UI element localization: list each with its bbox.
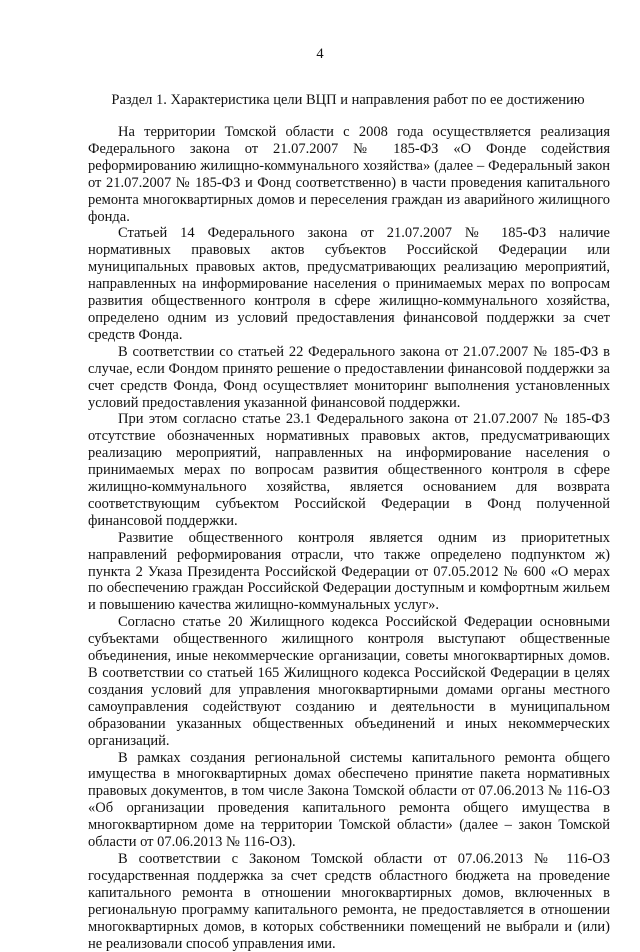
paragraph: При этом согласно статье 23.1 Федерального закона от 21.07.2007 № 185-ФЗ отсутствие обозначенных нормативных правовых актов, предусматривающих реализацию мероприятий, направленных на информирование населения о принимаемых мерах по вопросам развития общественного контроля в сфере жилищно-коммунального хозяйства, является основанием для возврата соответствующим субъектом Российской Федерации в Фонд полученной финансовой поддержки. <box>88 411 610 529</box>
paragraph: Развитие общественного контроля является одним из приоритетных направлений реформирования отрасли, что также определено подпунктом ж) пункта 2 Указа Президента Российской Федерации от 07.05.2012 № 600 «О мерах по обеспечению граждан Российской Федерации доступным и комфортным жильем и повышению качества жилищно-коммунальных услуг». <box>88 529 610 614</box>
paragraph: В соответствии с Законом Томской области от 07.06.2013 № 116-ОЗ государственная поддержка за счет средств областного бюджета на проведение капитального ремонта в отношении многоквартирных домов, включенных в региональную программу капитального ремонта, не предоставляется в отношении многоквартирных домов, в которых собственники помещений не выбрали и (или) не реализовали способ управления ими. <box>88 850 610 952</box>
paragraph: В рамках создания региональной системы капитального ремонта общего имущества в многоквартирных домах обеспечено принятие пакета нормативных правовых документов, в том числе Закона Томской области от 07.06.2013 № 116-ОЗ «Об организации проведения капитального ремонта общего имущества в многоквартирном доме на территории Томской области» (далее – закон Томской области от 07.06.2013 № 116-ОЗ). <box>88 749 610 851</box>
paragraph: Согласно статье 20 Жилищного кодекса Российской Федерации основными субъектами общественного жилищного контроля выступают общественные объединения, иные некоммерческие организации, советы многоквартирных домов. В соответствии со статьей 165 Жилищного кодекса Российской Федерации в целях создания условий для управления многоквартирными домами органы местного самоуправления содействуют созданию и деятельности в муниципальном образовании указанных общественных объединений и иных некоммерческих организаций. <box>88 614 610 749</box>
paragraph: На территории Томской области с 2008 года осуществляется реализация Федерального закона от 21.07.2007 № 185-ФЗ «О Фонде содействия реформированию жилищно-коммунального хозяйства» (далее – Федеральный закон от 21.07.2007 № 185-ФЗ и Фонд соответственно) в части проведения капитального ремонта многоквартирных домов и переселения граждан из аварийного жилищного фонда. <box>88 124 610 225</box>
page-number: 4 <box>316 46 324 62</box>
document-body <box>88 124 610 952</box>
paragraph: Статьей 14 Федерального закона от 21.07.2007 № 185-ФЗ наличие нормативных правовых актов субъектов Российской Федерации или муниципальных правовых актов, предусматривающих реализацию мероприятий, направленных на информирование населения о принимаемых мерах по вопросам развития общественного контроля в сфере жилищно-коммунального хозяйства, определено одним из условий предоставления финансовой поддержки за счет средств Фонда. <box>88 225 610 343</box>
paragraph: В соответствии со статьей 22 Федерального закона от 21.07.2007 № 185-ФЗ в случае, если Фондом принято решение о предоставлении финансовой поддержки за счет средств Фонда, Фонд осуществляет мониторинг выполнения установленных условий предоставления указанной финансовой поддержки. <box>88 343 610 411</box>
section-title: Раздел 1. Характеристика цели ВЦП и направления работ по ее достижению <box>111 92 585 108</box>
